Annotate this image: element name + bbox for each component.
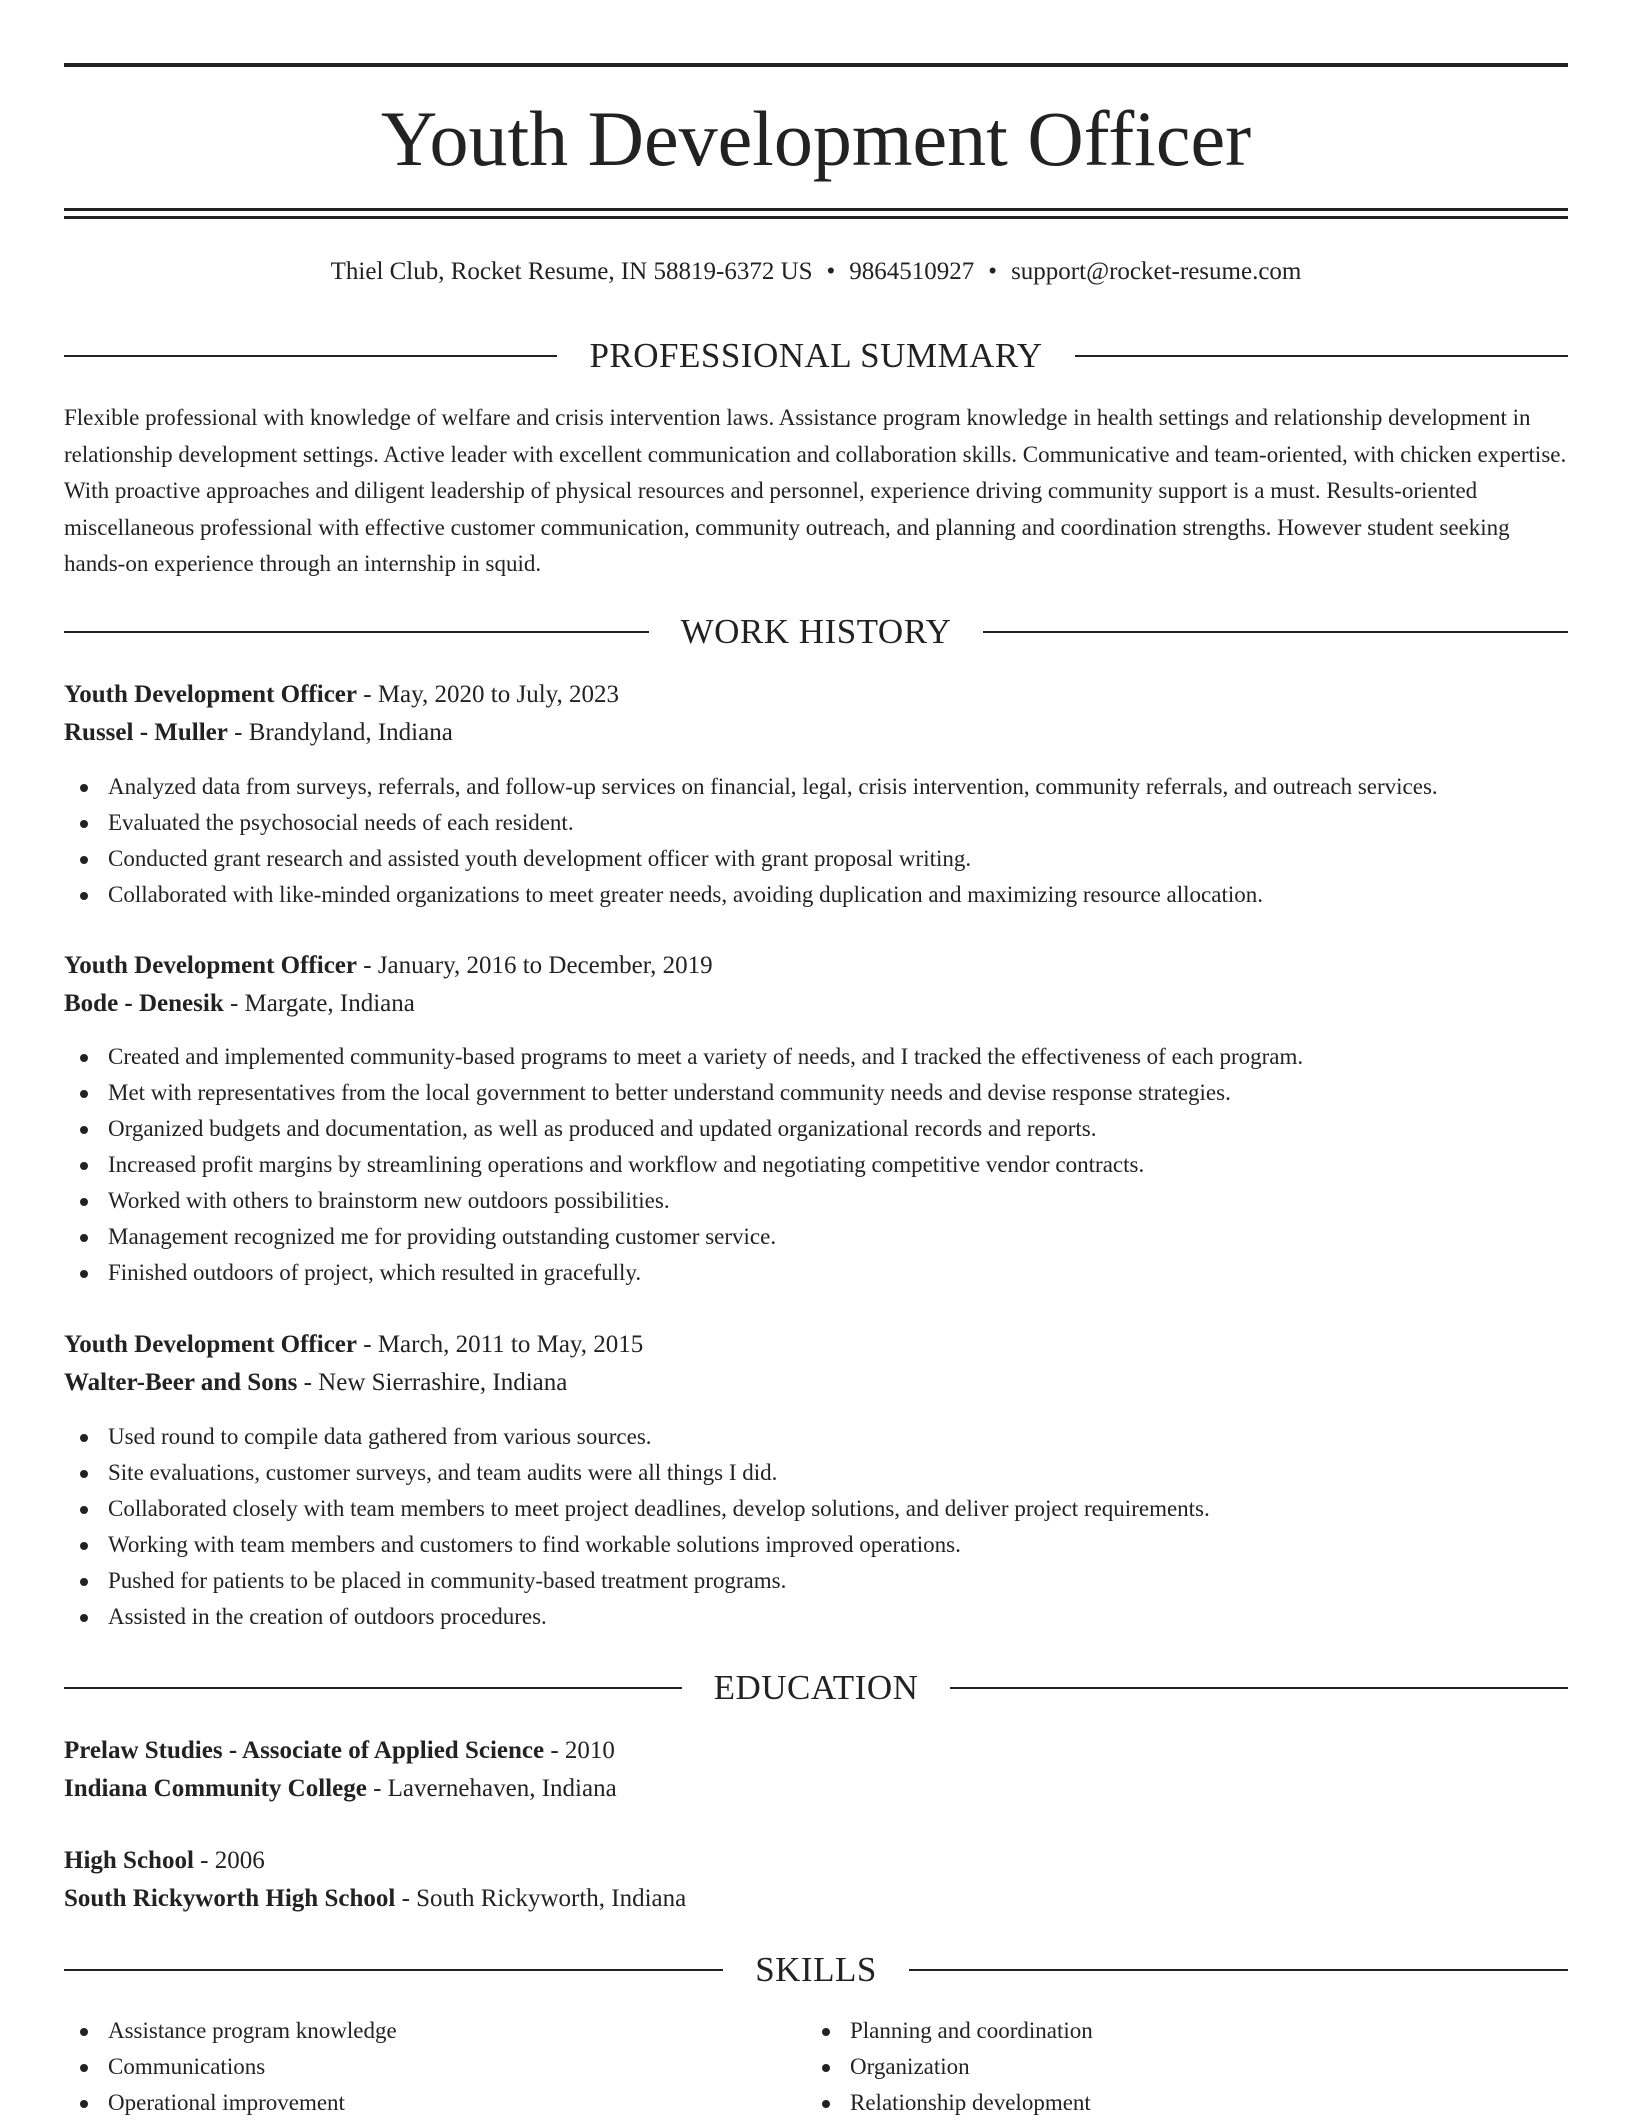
job-dates: - May, 2020 to July, 2023	[357, 681, 620, 708]
skill-item: Operational improvement	[64, 2085, 1568, 2121]
education-location: - Lavernehaven, Indiana	[366, 1775, 617, 1802]
header-double-rule-lower	[64, 216, 1568, 219]
contact-separator: •	[988, 258, 998, 285]
heading-rule	[950, 1687, 1568, 1689]
job-bullet: Collaborated closely with team members to meet project deadlines, develop solutions, and deliver project requirements.	[64, 1491, 1568, 1527]
heading-rule	[64, 1687, 682, 1689]
job-bullet: Organized budgets and documentation, as well as produced and updated organizational records and reports.	[64, 1111, 1568, 1147]
skill-item: Organization	[806, 2049, 1632, 2085]
resume-page	[64, 0, 1568, 2115]
section-heading-work-history	[64, 612, 1568, 652]
education-degree: Prelaw Studies - Associate of Applied Science	[64, 1737, 545, 1764]
heading-rule	[64, 631, 649, 633]
resume-title: Youth Development Officer	[380, 95, 1252, 182]
section-title: EDUCATION	[713, 1668, 919, 1707]
job-bullet: Conducted grant research and assisted youth development officer with grant proposal writing.	[64, 841, 1568, 877]
job-bullet: Collaborated with like-minded organizations to meet greater needs, avoiding duplication and maximizing resource allocation.	[64, 877, 1568, 913]
job-bullet: Evaluated the psychosocial needs of each resident.	[64, 805, 1568, 841]
section-heading-education	[64, 1668, 1568, 1708]
job-title-line	[64, 1327, 1568, 1363]
job-location: - Brandyland, Indiana	[227, 719, 453, 746]
job-employer: Bode - Denesik	[64, 990, 224, 1017]
job-employer-line	[64, 1365, 1568, 1401]
job-bullets	[64, 769, 1568, 913]
education-degree: High School	[64, 1847, 194, 1874]
education-location: - South Rickyworth, Indiana	[395, 1885, 687, 1912]
job-bullet: Assisted in the creation of outdoors procedures.	[64, 1599, 1568, 1635]
skill-item: Planning and coordination	[806, 2013, 1632, 2049]
job-title: Youth Development Officer	[64, 1331, 357, 1358]
education-school: South Rickyworth High School	[64, 1885, 396, 1912]
job-bullet: Created and implemented community-based programs to meet a variety of needs, and I tracked the effectiveness of each program.	[64, 1039, 1568, 1075]
contact-phone: 9864510927	[849, 258, 975, 285]
skill-item: Communications	[64, 2049, 1568, 2085]
job-bullet: Analyzed data from surveys, referrals, and follow-up services on financial, legal, crisis intervention, community referrals, and outreach services.	[64, 769, 1568, 805]
job-employer: Walter-Beer and Sons	[64, 1369, 298, 1396]
education-year: - 2010	[544, 1737, 615, 1764]
job-bullet: Worked with others to brainstorm new outdoors possibilities.	[64, 1183, 1568, 1219]
job-bullet: Working with team members and customers to find workable solutions improved operations.	[64, 1527, 1568, 1563]
skill-item: Relationship development	[806, 2085, 1632, 2121]
summary-text: Flexible professional with knowledge of welfare and crisis intervention laws. Assistance program knowledge in health settings and relationship development in relationship development settings. Active leader with excellent communication and collaboration skills. Communicative and team-oriented, with chicken expertise. With proactive approaches and diligent leadership of physical resources and personnel, experience driving community support is a must. Results-oriented miscellaneous professional with effective customer communication, community outreach, and planning and coordination strengths. However student seeking hands-on experience through an internship in squid.	[64, 405, 1567, 576]
heading-rule	[64, 1969, 723, 1971]
header-double-rule-upper	[64, 208, 1568, 211]
section-title: PROFESSIONAL SUMMARY	[589, 336, 1043, 375]
education-year: - 2006	[193, 1847, 265, 1874]
job-bullet: Met with representatives from the local government to better understand community needs and devise response strategies.	[64, 1075, 1568, 1111]
job-location: - New Sierrashire, Indiana	[297, 1369, 568, 1396]
job-location: - Margate, Indiana	[223, 990, 415, 1017]
education-school-line	[64, 1771, 1568, 1807]
job-employer-line	[64, 715, 1568, 751]
header-top-rule	[64, 63, 1568, 67]
job-employer: Russel - Muller	[64, 719, 228, 746]
job-bullets	[64, 1039, 1568, 1291]
job-dates: - January, 2016 to December, 2019	[357, 952, 713, 979]
contact-line	[64, 254, 1568, 290]
section-heading-skills	[64, 1950, 1568, 1990]
section-heading-summary	[64, 336, 1568, 376]
job-employer-line	[64, 986, 1568, 1022]
skills-list-right	[806, 2013, 1632, 2121]
education-degree-line	[64, 1733, 1568, 1769]
contact-address: Thiel Club, Rocket Resume, IN 58819-6372 US	[330, 258, 813, 285]
job-title-line	[64, 677, 1568, 713]
heading-rule	[1075, 355, 1568, 357]
job-title-line	[64, 948, 1568, 984]
section-title: WORK HISTORY	[680, 612, 952, 651]
education-school: Indiana Community College	[64, 1775, 367, 1802]
skill-item: Assistance program knowledge	[64, 2013, 1568, 2049]
heading-rule	[909, 1969, 1568, 1971]
job-dates: - March, 2011 to May, 2015	[357, 1331, 644, 1358]
contact-email: support@rocket-resume.com	[1011, 258, 1302, 285]
education-school-line	[64, 1881, 1568, 1917]
job-bullet: Site evaluations, customer surveys, and team audits were all things I did.	[64, 1455, 1568, 1491]
job-title: Youth Development Officer	[64, 952, 357, 979]
education-degree-line	[64, 1843, 1568, 1879]
heading-rule	[64, 355, 557, 357]
job-bullet: Pushed for patients to be placed in community-based treatment programs.	[64, 1563, 1568, 1599]
job-bullet: Finished outdoors of project, which resulted in gracefully.	[64, 1255, 1568, 1291]
job-bullet: Increased profit margins by streamlining operations and workflow and negotiating competitive vendor contracts.	[64, 1147, 1568, 1183]
contact-separator: •	[826, 258, 836, 285]
job-bullets	[64, 1419, 1568, 1635]
job-bullet: Used round to compile data gathered from various sources.	[64, 1419, 1568, 1455]
heading-rule	[983, 631, 1568, 633]
job-bullet: Management recognized me for providing outstanding customer service.	[64, 1219, 1568, 1255]
job-title: Youth Development Officer	[64, 681, 357, 708]
section-title: SKILLS	[755, 1950, 877, 1989]
